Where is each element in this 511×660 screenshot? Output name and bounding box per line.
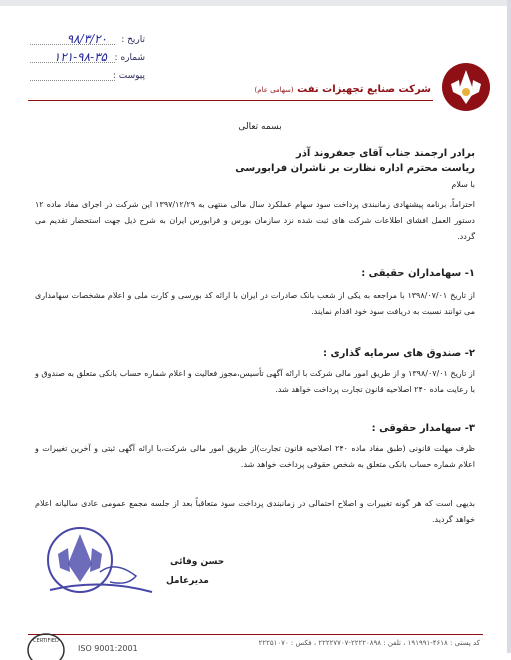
letter-meta xyxy=(30,32,145,86)
company-name: شرکت صنایع تجهیزات نفت (سهامی عام) xyxy=(254,84,431,95)
section-2-title: ۲- صندوق های سرمایه گذاری : xyxy=(323,348,475,359)
company-stamp-icon xyxy=(40,520,160,610)
signatory-name: حسن وفائی xyxy=(170,557,225,567)
intro-paragraph: احتراماً، برنامه پیشنهادی زمانبندی پرداخت سود سهام عملکرد سال مالی منتهی به ۱۳۹۷/۱۲/۲۹ این شرکت در اجرای مفاد ماده ۱۲ دستور العمل افشای اطلاعات شرکت های ثبت شده نزد سازمان بورس و فرابورس ایران به شرح ذیل جهت استحضار تقدیم می گردد. xyxy=(35,200,475,241)
recipient-line2: ریاست محترم اداره نظارت بر ناشران فرابورسی xyxy=(235,163,475,174)
iso-label: ISO 9001:2001 xyxy=(78,644,138,653)
greeting: با سلام xyxy=(451,180,475,189)
certification-seal-icon xyxy=(26,630,66,660)
attachment-label: پیوست : xyxy=(112,71,145,81)
section-3-text: ظرف مهلت قانونی (طبق مفاد ماده ۲۴۰ اصلاحیه قانون تجارت)از طریق امور مالی شرکت،با ارائه آگهی ثبتی و آخرین تغییرات و اعلام شماره حساب بانکی متعلق به شخص حقوقی پرداخت خواهد شد. xyxy=(35,444,475,469)
company-type: (سهامی عام) xyxy=(254,86,294,94)
section-3-title: ۳- سهامدار حقوقی : xyxy=(371,423,475,434)
scan-right-edge xyxy=(507,0,511,653)
svg-text:CERTIFIED: CERTIFIED xyxy=(33,638,59,644)
footer-contact: کد پستی : ۴۶۱۸-۱۹۱۹۹۱ ، تلفن : ۲۲۲۲۰۸۹۸-۲۲۲۲۷۷۰۷ ، فکس : ۲۲۲۵۱۰۷۰ xyxy=(258,639,480,647)
signatory-title: مدیرعامل xyxy=(166,576,209,586)
number-value: ۱۲۱-۹۸-۳۵ xyxy=(53,50,107,64)
date-row xyxy=(30,32,145,50)
section-1-title: ۱- سهامداران حقیقی : xyxy=(361,268,475,279)
date-value: ۹۸/۳/۲۰ xyxy=(66,32,107,46)
footer-divider xyxy=(28,634,483,635)
number-label: شماره : xyxy=(114,53,145,63)
company-logo-icon xyxy=(441,62,491,112)
section-2-text: از تاریخ ۱۳۹۸/۰۷/۰۱ و از طریق امور مالی شرکت با ارائه آگهی تأسیس،مجوز فعالیت و اعلام شماره حساب بانکی متعلق به صندوق و با رعایت ماده ۲۴۰ اصلاحیه قانون تجارت پرداخت خواهد شد. xyxy=(35,369,475,394)
number-row xyxy=(30,50,145,68)
section-1-text: از تاریخ ۱۳۹۸/۰۷/۰۱ با مراجعه به یکی از شعب بانک صادرات در ایران با ارائه کد بورسی و کارت ملی و اعلام مشخصات سهامداری می توانند نسبت به دریافت سود خود اقدام نمایند. xyxy=(35,291,475,316)
recipient-line1: برادر ارجمند جناب آقای جعفروند آذر xyxy=(296,148,475,159)
scan-top-edge xyxy=(0,0,511,6)
attachment-row xyxy=(30,68,145,86)
basmala: بسمه تعالی xyxy=(238,122,282,132)
recipient xyxy=(35,146,475,176)
closing-paragraph: بدیهی است که هر گونه تغییرات و اصلاح احتمالی در زمانبندی پرداخت سود متعاقباً بعد از جلسه مجمع عمومی عادی سالیانه اعلام خواهد گردید. xyxy=(35,499,475,524)
date-label: تاریخ : xyxy=(121,35,145,45)
header-divider xyxy=(28,100,433,101)
